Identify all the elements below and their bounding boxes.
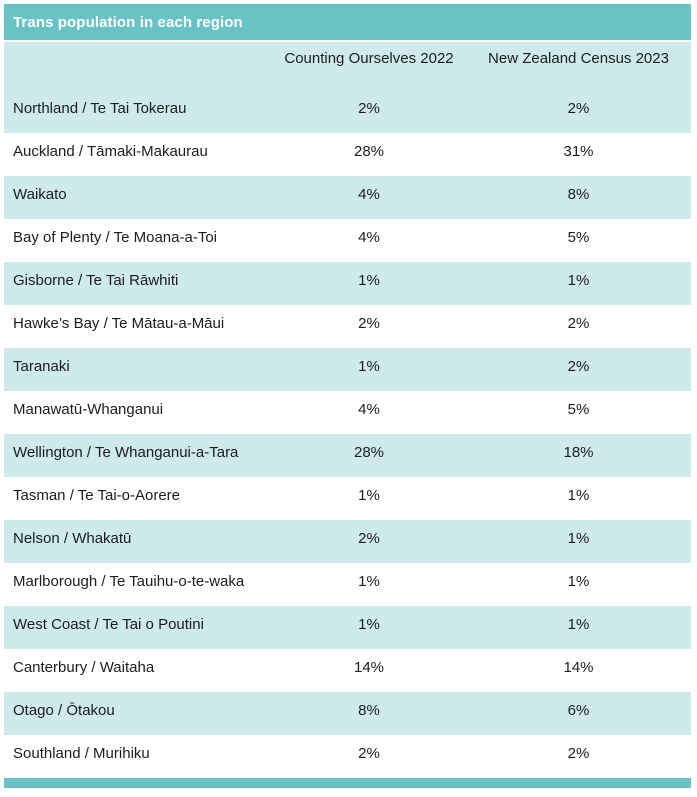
table-row <box>4 262 691 305</box>
table-row <box>4 606 691 649</box>
table-row <box>4 563 691 606</box>
region-name: West Coast / Te Tai o Poutini <box>13 616 204 633</box>
value-counting-ourselves: 28% <box>353 143 385 160</box>
region-name: Bay of Plenty / Te Moana-a-Toi <box>13 229 217 246</box>
value-counting-ourselves: 2% <box>358 100 380 117</box>
value-census: 6% <box>567 702 590 719</box>
value-census: 1% <box>567 616 590 633</box>
value-census: 31% <box>563 143 594 160</box>
region-name: Taranaki <box>13 358 70 375</box>
value-counting-ourselves: 4% <box>358 186 380 203</box>
value-counting-ourselves: 1% <box>358 358 380 375</box>
table-row <box>4 133 691 176</box>
region-name: Northland / Te Tai Tokerau <box>13 100 187 117</box>
value-census: 2% <box>567 745 590 762</box>
value-census: 14% <box>563 659 594 676</box>
value-counting-ourselves: 1% <box>358 272 380 289</box>
value-census: 1% <box>567 530 590 547</box>
header-region-blank <box>4 42 272 90</box>
value-census: 2% <box>567 100 590 117</box>
trans-population-table <box>4 42 691 778</box>
region-name: Otago / Ōtakou <box>13 702 115 719</box>
table-header-row <box>4 42 691 90</box>
value-census: 1% <box>567 573 590 590</box>
region-name: Waikato <box>13 186 67 203</box>
table-row <box>4 520 691 563</box>
region-name: Hawke’s Bay / Te Mātau-a-Māui <box>13 315 225 332</box>
value-counting-ourselves: 14% <box>353 659 385 676</box>
value-census: 18% <box>563 444 594 461</box>
value-census: 2% <box>567 358 590 375</box>
value-counting-ourselves: 1% <box>358 487 380 504</box>
value-census: 8% <box>567 186 590 203</box>
value-census: 2% <box>567 315 590 332</box>
table-row <box>4 391 691 434</box>
table-row <box>4 735 691 778</box>
table-title: Trans population in each region <box>13 13 243 31</box>
region-name: Auckland / Tāmaki-Makaurau <box>13 143 208 160</box>
region-name: Nelson / Whakatū <box>13 530 132 547</box>
table-bottom-border-bar <box>4 778 691 788</box>
region-name: Southland / Murihiku <box>13 745 150 762</box>
value-census: 5% <box>567 401 590 418</box>
table-row <box>4 219 691 262</box>
table-row <box>4 348 691 391</box>
value-counting-ourselves: 4% <box>358 401 380 418</box>
region-name: Tasman / Te Tai-o-Aorere <box>13 487 181 504</box>
table-title-bar <box>4 4 691 40</box>
table-row <box>4 477 691 520</box>
table-row <box>4 434 691 477</box>
value-counting-ourselves: 2% <box>358 530 380 547</box>
header-nz-census-2023: New Zealand Census 2023 <box>488 50 669 67</box>
value-census: 1% <box>567 487 590 504</box>
region-name: Manawatū-Whanganui <box>13 401 164 418</box>
region-name: Canterbury / Waitaha <box>13 659 155 676</box>
value-counting-ourselves: 2% <box>358 745 380 762</box>
table-row <box>4 692 691 735</box>
value-counting-ourselves: 1% <box>358 573 380 590</box>
value-counting-ourselves: 8% <box>358 702 380 719</box>
table-row <box>4 305 691 348</box>
header-counting-ourselves-2022: Counting Ourselves 2022 <box>284 50 454 67</box>
value-census: 5% <box>567 229 590 246</box>
value-counting-ourselves: 2% <box>358 315 380 332</box>
value-census: 1% <box>567 272 590 289</box>
value-counting-ourselves: 28% <box>353 444 385 461</box>
table-row <box>4 90 691 133</box>
value-counting-ourselves: 1% <box>358 616 380 633</box>
table-row <box>4 176 691 219</box>
region-name: Marlborough / Te Tauihu-o-te-waka <box>13 573 245 590</box>
region-name: Gisborne / Te Tai Rāwhiti <box>13 272 179 289</box>
table-row <box>4 649 691 692</box>
region-name: Wellington / Te Whanganui-a-Tara <box>13 444 239 461</box>
value-counting-ourselves: 4% <box>358 229 380 246</box>
